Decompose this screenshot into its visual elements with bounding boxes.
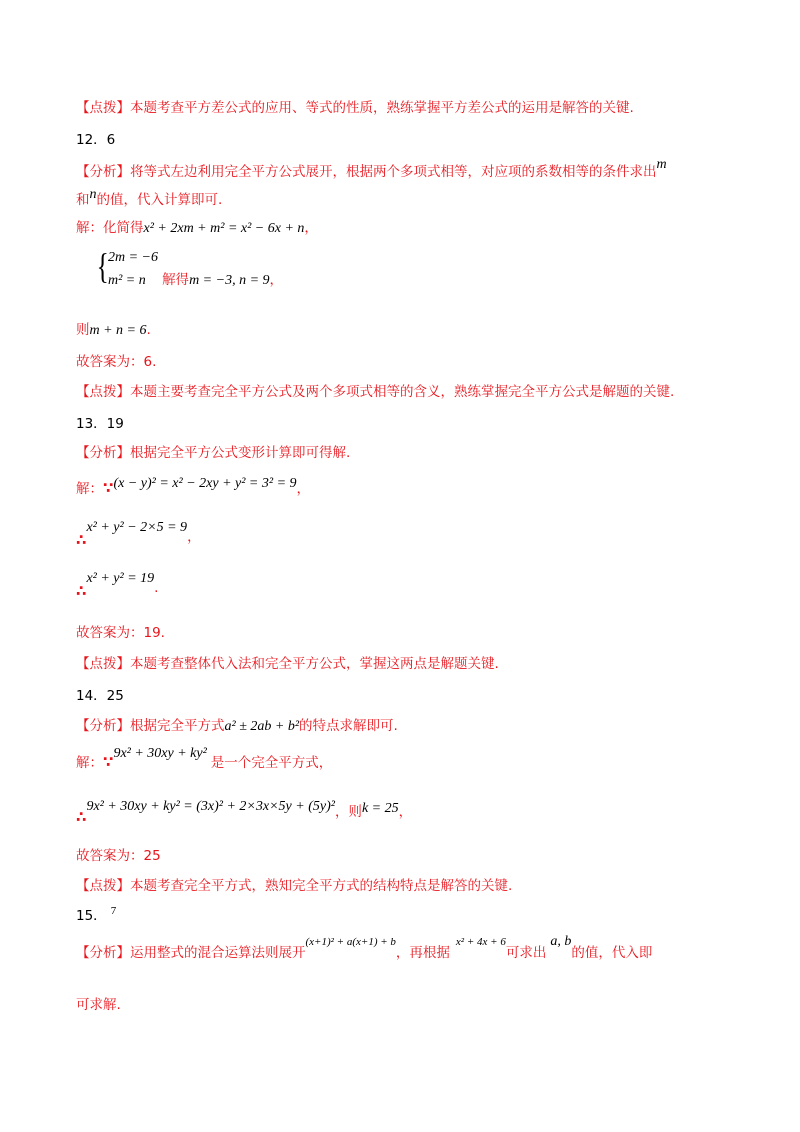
math-var: n [89, 187, 97, 202]
system-line-2 [108, 270, 283, 291]
therefore-icon: ∴ [76, 582, 87, 600]
math-equation: 9x² + 30xy + ky² [113, 746, 207, 761]
question-number: 13．19 [76, 416, 124, 432]
answer-line: 故答案为：25 [76, 848, 161, 864]
question-number [76, 906, 116, 927]
tip-paragraph: 【点拨】本题考查平方差公式的应用、等式的性质，熟练掌握平方差公式的运用是解答的关键. [76, 100, 634, 116]
analysis-text: 【分析】根据完全平方式 [76, 718, 225, 734]
answer-line: 故答案为：19. [76, 625, 165, 641]
analysis-text: 是一个完全平方式， [210, 755, 333, 771]
solution-label: 解：化简得 [76, 220, 144, 236]
analysis-text: 的值，代入即 [571, 945, 653, 961]
answer-value: 7 [110, 905, 117, 917]
analysis-paragraph: 【分析】根据完全平方公式变形计算即可得解. [76, 445, 351, 461]
analysis-paragraph-cont: 可求解. [76, 997, 121, 1013]
math-formula: a² ± 2ab + b² [224, 719, 300, 734]
punct: . [146, 322, 151, 338]
punct: ， [269, 272, 284, 288]
analysis-paragraph [76, 157, 667, 183]
analysis-paragraph-cont [76, 187, 223, 211]
math-expression: (x+1)² + a(x+1) + b [305, 936, 396, 948]
system-line-1 [108, 247, 158, 268]
analysis-text: 的值，代入计算即可. [96, 192, 223, 208]
math-equation: k = 25 [361, 801, 399, 816]
punct: . [154, 580, 159, 596]
question-number: 14．25 [76, 688, 124, 704]
math-expression: x² + 4x + 6 [455, 936, 506, 948]
analysis-paragraph [76, 716, 398, 737]
solve-label: 解得 [162, 272, 190, 288]
tip-paragraph: 【点拨】本题考查完全平方式，熟知完全平方式的结构特点是解答的关键. [76, 878, 513, 894]
math-equation: x² + y² = 19 [86, 571, 155, 586]
math-equation: 2m = −6 [108, 250, 159, 265]
tip-paragraph: 【点拨】本题考查整体代入法和完全平方公式，掌握这两点是解题关键. [76, 656, 499, 672]
solution-line [76, 520, 201, 549]
analysis-text: ，再根据 [395, 945, 450, 961]
solution-line [76, 746, 333, 774]
math-equation: m + n = 6 [89, 323, 147, 338]
solution-line [76, 478, 310, 500]
analysis-paragraph [76, 934, 653, 964]
therefore-icon: ∴ [76, 808, 87, 826]
solution-line [76, 797, 413, 826]
solution-line [76, 571, 159, 600]
question-number-label: 15． [76, 908, 107, 924]
solution-label: 解： [76, 481, 103, 497]
solution-label: 解： [76, 755, 103, 771]
math-var: m [656, 157, 667, 172]
question-number: 12．6 [76, 132, 116, 148]
math-equation: (x − y)² = x² − 2xy + y² = 3² = 9 [113, 476, 297, 491]
punct: ， [398, 804, 413, 820]
tip-paragraph: 【点拨】本题主要考查完全平方公式及两个多项式相等的含义，熟练掌握完全平方公式是解题的关键. [76, 384, 675, 400]
punct: ， [187, 529, 201, 545]
punct: ， [304, 220, 318, 236]
math-equation: x² + 2xm + m² = x² − 6x + n [143, 221, 305, 236]
analysis-text: 的特点求解即可. [299, 718, 398, 734]
solution-line [76, 320, 151, 341]
math-equation: 9x² + 30xy + ky² = (3x)² + 2×3x×5y + (5y)² [86, 799, 335, 814]
math-equation: m² = n [108, 273, 146, 288]
analysis-text: 可求出 [505, 945, 547, 961]
then-label: ，则 [334, 804, 362, 820]
math-equation: x² + y² − 2×5 = 9 [86, 520, 188, 535]
punct: ， [296, 481, 311, 497]
analysis-text: 【分析】运用整式的混合运算法则展开 [76, 945, 306, 961]
answer-line: 故答案为：6. [76, 354, 157, 370]
analysis-text: 和 [76, 192, 90, 208]
solution-line [76, 218, 318, 239]
because-icon: ∵ [103, 479, 114, 497]
therefore-icon: ∴ [76, 531, 87, 549]
math-vars: a, b [550, 934, 572, 949]
then-label: 则 [76, 322, 90, 338]
system-brace: { [96, 246, 109, 286]
analysis-text: 【分析】将等式左边利用完全平方公式展开，根据两个多项式相等，对应项的系数相等的条件求出 [76, 164, 657, 180]
because-icon: ∵ [103, 753, 114, 771]
math-equation: m = −3, n = 9 [189, 273, 270, 288]
